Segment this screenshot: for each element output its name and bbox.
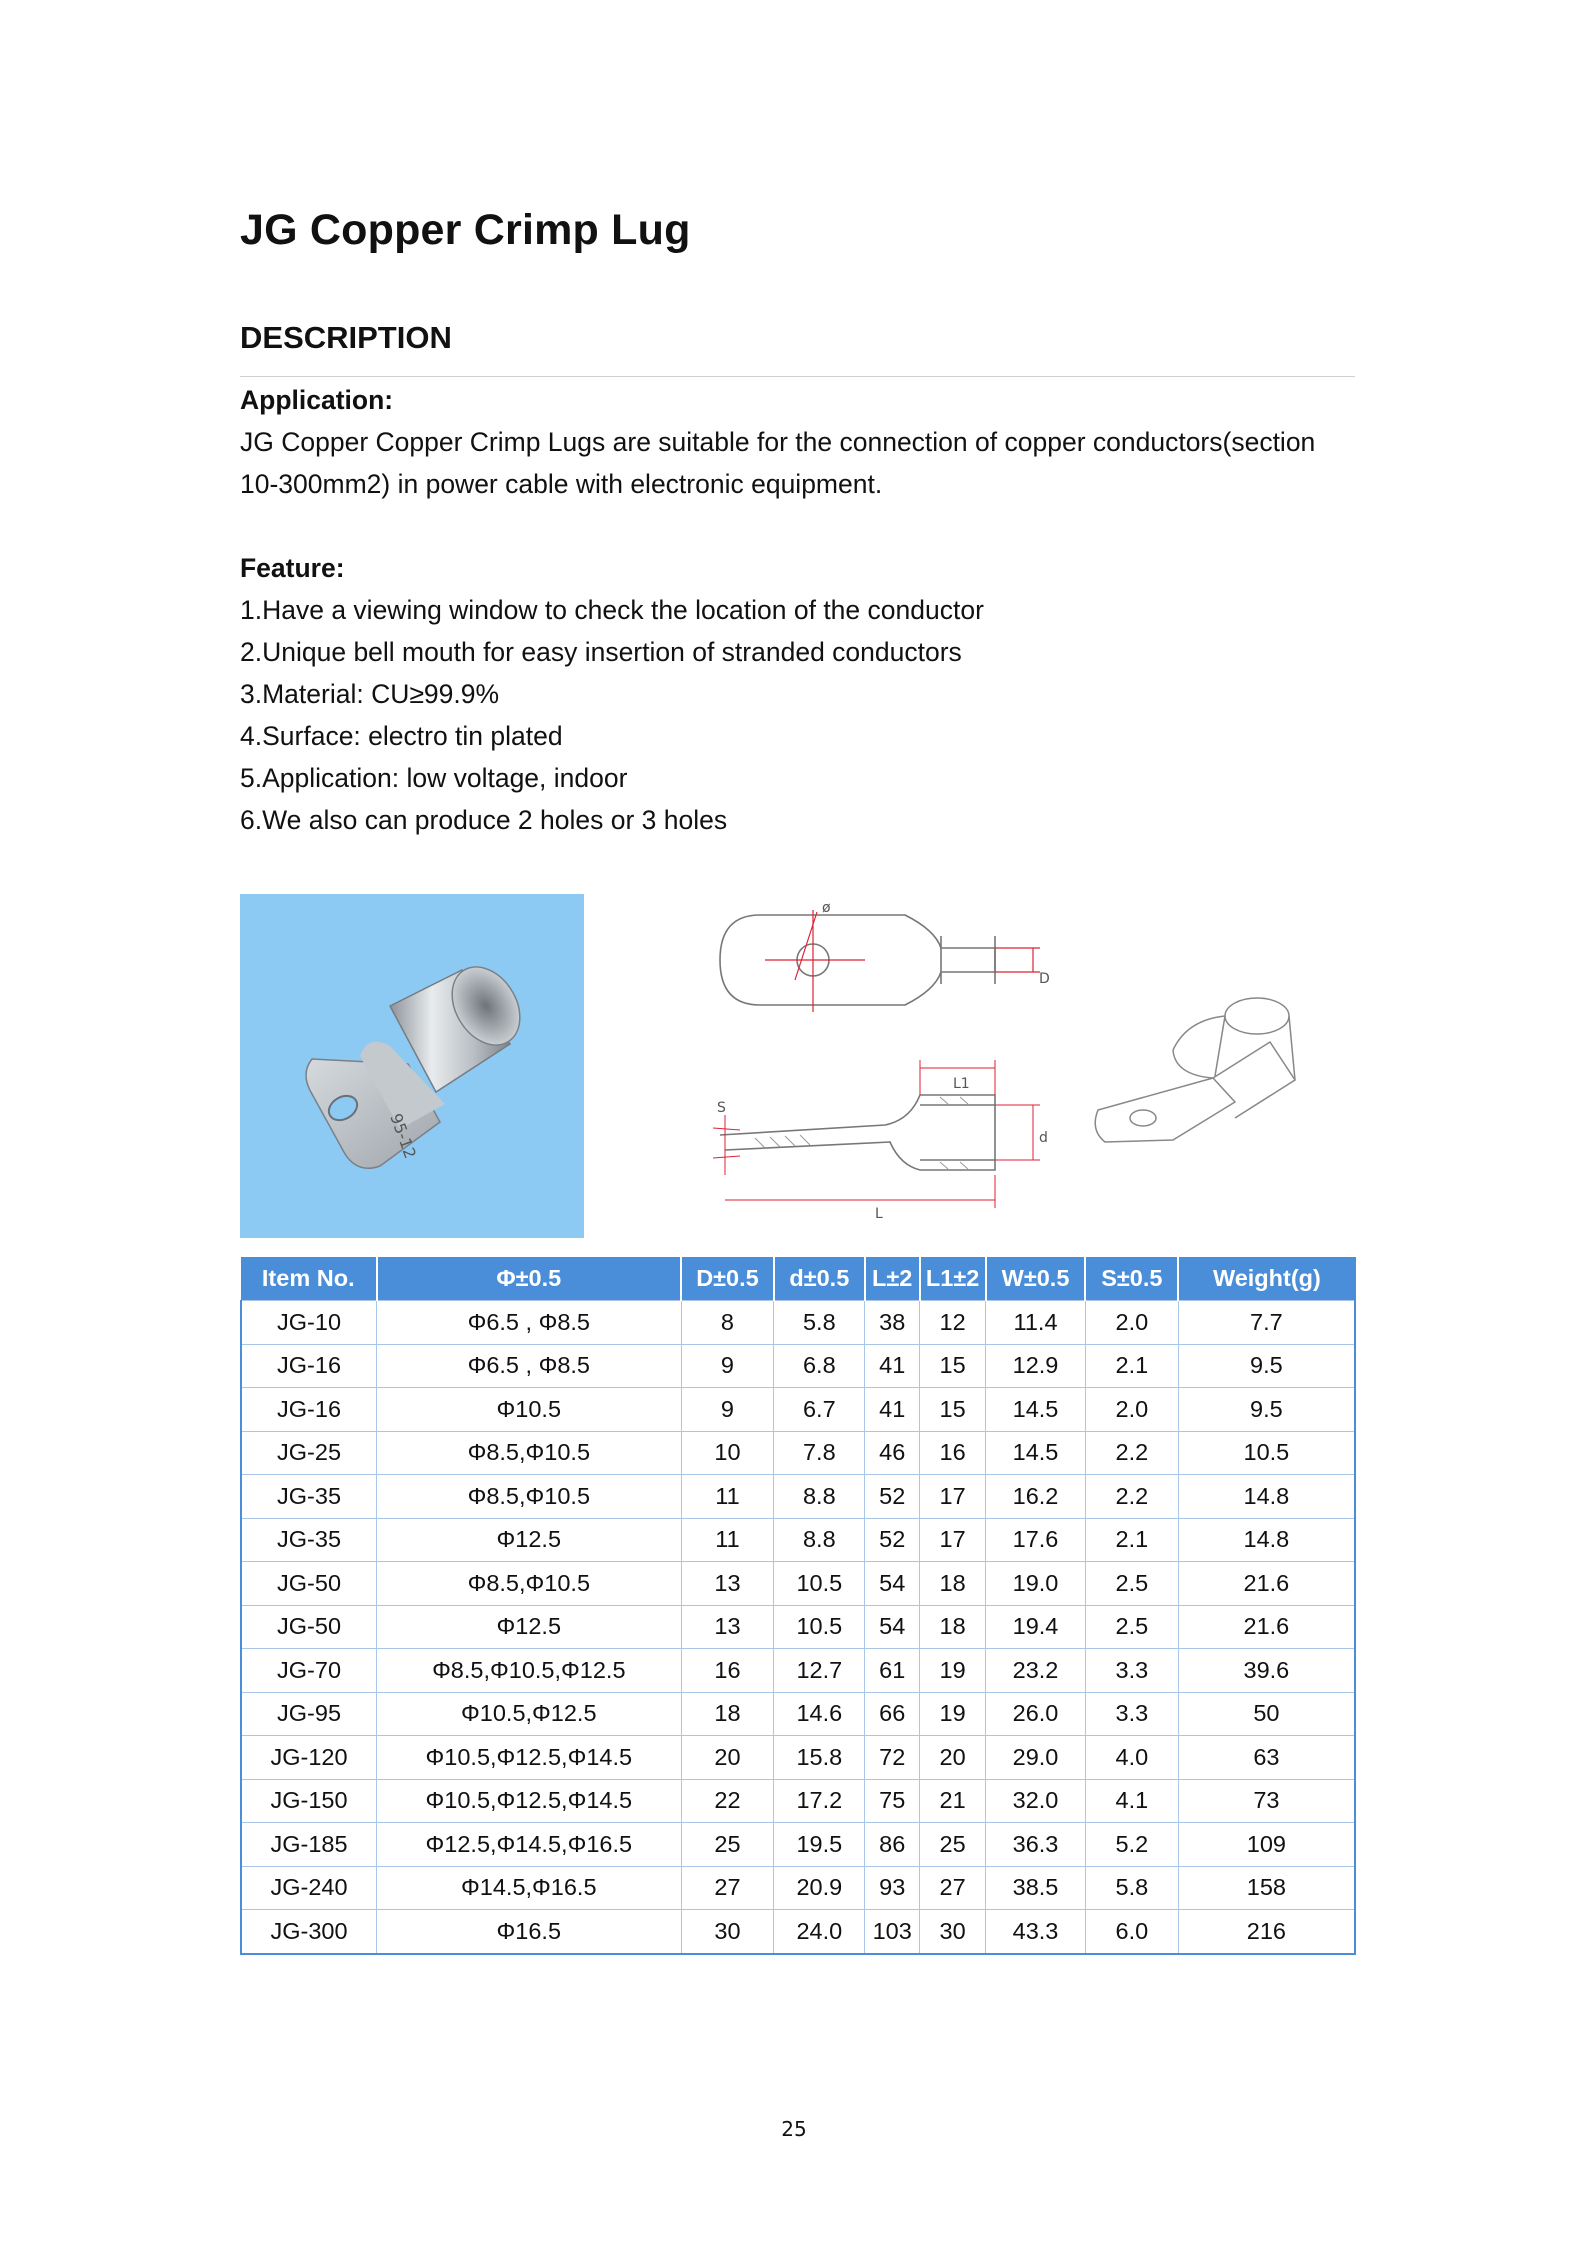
cell-l1: 30 xyxy=(920,1910,986,1954)
cell-l1: 12 xyxy=(920,1301,986,1345)
cell-l: 38 xyxy=(865,1301,920,1345)
cell-phi: Φ10.5 xyxy=(377,1388,682,1432)
table-row xyxy=(241,1736,1355,1780)
cell-l1: 25 xyxy=(920,1823,986,1867)
lug-marking: 95-12 xyxy=(386,1110,420,1162)
l1-label: L1 xyxy=(953,1076,970,1092)
cell-s: 5.8 xyxy=(1085,1866,1178,1910)
header-weight: Weight(g) xyxy=(1178,1257,1355,1301)
cell-phi: Φ6.5 , Φ8.5 xyxy=(377,1344,682,1388)
feature-item: 4.Surface: electro tin plated xyxy=(240,721,563,751)
lug-dimension-diagram xyxy=(695,880,1315,1240)
cell-d-lower: 10.5 xyxy=(774,1562,865,1606)
cell-l1: 15 xyxy=(920,1344,986,1388)
cell-l1: 16 xyxy=(920,1431,986,1475)
cell-d-upper: 30 xyxy=(681,1910,774,1954)
table-row xyxy=(241,1779,1355,1823)
header-d-lower: d±0.5 xyxy=(774,1257,865,1301)
cell-d-upper: 16 xyxy=(681,1649,774,1693)
cell-w: 26.0 xyxy=(986,1692,1086,1736)
cell-l1: 18 xyxy=(920,1605,986,1649)
table-row xyxy=(241,1605,1355,1649)
cell-d-upper: 9 xyxy=(681,1388,774,1432)
application-block xyxy=(240,379,1360,505)
cell-item-no: JG-185 xyxy=(241,1823,377,1867)
cell-item-no: JG-120 xyxy=(241,1736,377,1780)
cell-w: 19.4 xyxy=(986,1605,1086,1649)
cell-w: 17.6 xyxy=(986,1518,1086,1562)
cell-d-lower: 6.8 xyxy=(774,1344,865,1388)
header-d-upper: D±0.5 xyxy=(681,1257,774,1301)
cell-weight: 9.5 xyxy=(1178,1344,1355,1388)
cell-l: 75 xyxy=(865,1779,920,1823)
cell-phi: Φ8.5,Φ10.5 xyxy=(377,1475,682,1519)
cell-d-upper: 25 xyxy=(681,1823,774,1867)
d-label: d xyxy=(1039,1130,1048,1146)
cell-phi: Φ8.5,Φ10.5,Φ12.5 xyxy=(377,1649,682,1693)
cell-s: 5.2 xyxy=(1085,1823,1178,1867)
cell-l1: 17 xyxy=(920,1518,986,1562)
cell-d-lower: 17.2 xyxy=(774,1779,865,1823)
cell-l: 41 xyxy=(865,1388,920,1432)
cell-s: 2.2 xyxy=(1085,1431,1178,1475)
feature-item: 6.We also can produce 2 holes or 3 holes xyxy=(240,805,728,835)
cell-l1: 15 xyxy=(920,1388,986,1432)
table-row xyxy=(241,1344,1355,1388)
length-label: L xyxy=(875,1206,883,1222)
hole-diameter-label: ø xyxy=(822,900,831,916)
cell-s: 2.0 xyxy=(1085,1301,1178,1345)
cell-weight: 39.6 xyxy=(1178,1649,1355,1693)
cell-s: 3.3 xyxy=(1085,1649,1178,1693)
cell-w: 43.3 xyxy=(986,1910,1086,1954)
cell-l1: 27 xyxy=(920,1866,986,1910)
application-text-line: JG Copper Copper Crimp Lugs are suitable for the connection of copper conductors(section xyxy=(240,427,1316,457)
feature-item: 3.Material: CU≥99.9% xyxy=(240,679,500,709)
cell-w: 29.0 xyxy=(986,1736,1086,1780)
section-divider xyxy=(240,376,1355,377)
cell-w: 14.5 xyxy=(986,1431,1086,1475)
cell-weight: 21.6 xyxy=(1178,1605,1355,1649)
cell-l: 54 xyxy=(865,1605,920,1649)
cell-s: 2.5 xyxy=(1085,1562,1178,1606)
cell-w: 12.9 xyxy=(986,1344,1086,1388)
feature-item: 5.Application: low voltage, indoor xyxy=(240,763,628,793)
cell-d-upper: 11 xyxy=(681,1518,774,1562)
cell-l1: 21 xyxy=(920,1779,986,1823)
cell-w: 14.5 xyxy=(986,1388,1086,1432)
table-row xyxy=(241,1431,1355,1475)
cell-d-lower: 24.0 xyxy=(774,1910,865,1954)
cell-phi: Φ8.5,Φ10.5 xyxy=(377,1431,682,1475)
cell-d-lower: 8.8 xyxy=(774,1475,865,1519)
application-label: Application: xyxy=(240,385,394,415)
cell-d-upper: 10 xyxy=(681,1431,774,1475)
s-label: S xyxy=(717,1100,726,1116)
cell-s: 2.2 xyxy=(1085,1475,1178,1519)
cell-d-lower: 14.6 xyxy=(774,1692,865,1736)
table-row xyxy=(241,1301,1355,1345)
table-row xyxy=(241,1388,1355,1432)
cell-w: 11.4 xyxy=(986,1301,1086,1345)
cell-phi: Φ10.5,Φ12.5,Φ14.5 xyxy=(377,1736,682,1780)
application-text-line: 10-300mm2) in power cable with electronic equipment. xyxy=(240,469,883,499)
cell-item-no: JG-70 xyxy=(241,1649,377,1693)
cell-weight: 14.8 xyxy=(1178,1518,1355,1562)
cell-item-no: JG-240 xyxy=(241,1866,377,1910)
feature-block xyxy=(240,547,1360,841)
cell-d-lower: 15.8 xyxy=(774,1736,865,1780)
cell-phi: Φ12.5 xyxy=(377,1605,682,1649)
cell-phi: Φ16.5 xyxy=(377,1910,682,1954)
cell-item-no: JG-50 xyxy=(241,1562,377,1606)
cell-w: 19.0 xyxy=(986,1562,1086,1606)
cell-phi: Φ10.5,Φ12.5,Φ14.5 xyxy=(377,1779,682,1823)
cell-phi: Φ6.5 , Φ8.5 xyxy=(377,1301,682,1345)
cell-item-no: JG-50 xyxy=(241,1605,377,1649)
cell-l1: 19 xyxy=(920,1649,986,1693)
cell-d-lower: 5.8 xyxy=(774,1301,865,1345)
cell-s: 2.5 xyxy=(1085,1605,1178,1649)
cell-item-no: JG-16 xyxy=(241,1344,377,1388)
cell-item-no: JG-35 xyxy=(241,1475,377,1519)
table-body xyxy=(241,1301,1355,1954)
cell-l: 86 xyxy=(865,1823,920,1867)
cell-phi: Φ12.5,Φ14.5,Φ16.5 xyxy=(377,1823,682,1867)
cell-s: 4.0 xyxy=(1085,1736,1178,1780)
cell-d-lower: 7.8 xyxy=(774,1431,865,1475)
cell-l: 61 xyxy=(865,1649,920,1693)
header-l1: L1±2 xyxy=(920,1257,986,1301)
cell-item-no: JG-35 xyxy=(241,1518,377,1562)
cell-l: 93 xyxy=(865,1866,920,1910)
cell-item-no: JG-95 xyxy=(241,1692,377,1736)
cell-w: 16.2 xyxy=(986,1475,1086,1519)
page-title: JG Copper Crimp Lug xyxy=(240,206,691,254)
cell-phi: Φ8.5,Φ10.5 xyxy=(377,1562,682,1606)
cell-l1: 18 xyxy=(920,1562,986,1606)
cell-l1: 17 xyxy=(920,1475,986,1519)
table-header-row xyxy=(241,1257,1355,1301)
technical-drawing xyxy=(695,880,1315,1240)
cell-weight: 14.8 xyxy=(1178,1475,1355,1519)
cell-phi: Φ10.5,Φ12.5 xyxy=(377,1692,682,1736)
cell-phi: Φ14.5,Φ16.5 xyxy=(377,1866,682,1910)
cell-weight: 158 xyxy=(1178,1866,1355,1910)
cell-s: 6.0 xyxy=(1085,1910,1178,1954)
section-heading: DESCRIPTION xyxy=(240,320,452,355)
cell-l: 54 xyxy=(865,1562,920,1606)
cell-weight: 10.5 xyxy=(1178,1431,1355,1475)
cell-item-no: JG-10 xyxy=(241,1301,377,1345)
cell-item-no: JG-300 xyxy=(241,1910,377,1954)
cell-d-lower: 19.5 xyxy=(774,1823,865,1867)
header-item-no: Item No. xyxy=(241,1257,377,1301)
feature-label: Feature: xyxy=(240,553,345,583)
cell-weight: 7.7 xyxy=(1178,1301,1355,1345)
cell-item-no: JG-16 xyxy=(241,1388,377,1432)
cell-weight: 63 xyxy=(1178,1736,1355,1780)
cell-item-no: JG-25 xyxy=(241,1431,377,1475)
header-l: L±2 xyxy=(865,1257,920,1301)
cell-w: 36.3 xyxy=(986,1823,1086,1867)
cell-d-upper: 8 xyxy=(681,1301,774,1345)
cell-l: 103 xyxy=(865,1910,920,1954)
table-row xyxy=(241,1823,1355,1867)
cell-d-upper: 13 xyxy=(681,1605,774,1649)
cell-phi: Φ12.5 xyxy=(377,1518,682,1562)
cell-d-lower: 12.7 xyxy=(774,1649,865,1693)
table-row xyxy=(241,1866,1355,1910)
cell-w: 23.2 xyxy=(986,1649,1086,1693)
table-row xyxy=(241,1475,1355,1519)
cell-l: 52 xyxy=(865,1518,920,1562)
specifications-table xyxy=(240,1257,1356,1955)
cell-weight: 50 xyxy=(1178,1692,1355,1736)
cell-s: 2.1 xyxy=(1085,1344,1178,1388)
feature-item: 2.Unique bell mouth for easy insertion of stranded conductors xyxy=(240,637,962,667)
cell-l: 72 xyxy=(865,1736,920,1780)
cell-weight: 21.6 xyxy=(1178,1562,1355,1606)
cell-w: 38.5 xyxy=(986,1866,1086,1910)
table-row xyxy=(241,1562,1355,1606)
cell-d-upper: 27 xyxy=(681,1866,774,1910)
header-s: S±0.5 xyxy=(1085,1257,1178,1301)
cell-l: 66 xyxy=(865,1692,920,1736)
cell-weight: 73 xyxy=(1178,1779,1355,1823)
product-photo xyxy=(240,894,584,1238)
cell-d-lower: 6.7 xyxy=(774,1388,865,1432)
cell-d-upper: 9 xyxy=(681,1344,774,1388)
cell-d-upper: 20 xyxy=(681,1736,774,1780)
cell-l: 52 xyxy=(865,1475,920,1519)
cell-l1: 20 xyxy=(920,1736,986,1780)
header-phi: Φ±0.5 xyxy=(377,1257,682,1301)
cell-s: 4.1 xyxy=(1085,1779,1178,1823)
table-row xyxy=(241,1910,1355,1954)
cell-d-lower: 8.8 xyxy=(774,1518,865,1562)
cell-w: 32.0 xyxy=(986,1779,1086,1823)
cell-s: 2.1 xyxy=(1085,1518,1178,1562)
page-number: 25 xyxy=(781,2117,807,2141)
cell-weight: 216 xyxy=(1178,1910,1355,1954)
cell-d-upper: 18 xyxy=(681,1692,774,1736)
cell-d-upper: 11 xyxy=(681,1475,774,1519)
cell-d-lower: 20.9 xyxy=(774,1866,865,1910)
table-row xyxy=(241,1518,1355,1562)
cell-weight: 9.5 xyxy=(1178,1388,1355,1432)
crimp-lug-image xyxy=(240,894,584,1238)
cell-s: 3.3 xyxy=(1085,1692,1178,1736)
cell-item-no: JG-150 xyxy=(241,1779,377,1823)
cell-l1: 19 xyxy=(920,1692,986,1736)
cell-d-upper: 13 xyxy=(681,1562,774,1606)
header-w: W±0.5 xyxy=(986,1257,1086,1301)
feature-item: 1.Have a viewing window to check the location of the conductor xyxy=(240,595,984,625)
barrel-d-label: D xyxy=(1039,971,1050,987)
cell-d-upper: 22 xyxy=(681,1779,774,1823)
cell-weight: 109 xyxy=(1178,1823,1355,1867)
table-row xyxy=(241,1692,1355,1736)
cell-l: 46 xyxy=(865,1431,920,1475)
table-row xyxy=(241,1649,1355,1693)
cell-s: 2.0 xyxy=(1085,1388,1178,1432)
cell-d-lower: 10.5 xyxy=(774,1605,865,1649)
cell-l: 41 xyxy=(865,1344,920,1388)
